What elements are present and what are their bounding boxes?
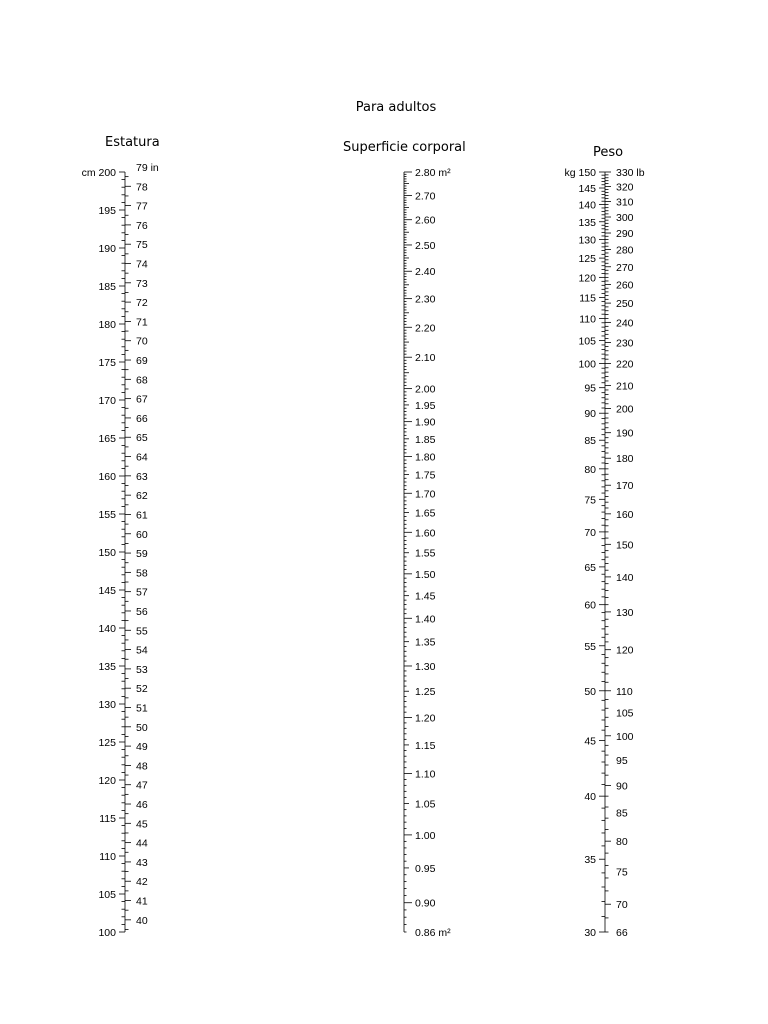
estatura-in-label: 60 [136, 528, 148, 541]
estatura-in-label: 61 [136, 509, 148, 522]
estatura-cm-label: 110 [99, 851, 116, 863]
peso-lb-label: 150 [616, 539, 634, 552]
peso-lb-label: 105 [616, 707, 634, 720]
superficie-label: 1.80 [415, 451, 436, 464]
estatura-in-label: 69 [136, 355, 148, 368]
peso-kg-label: 100 [578, 358, 596, 371]
estatura-cm-label: 175 [98, 357, 116, 369]
peso-kg-label: 70 [584, 526, 596, 539]
superficie-label: 1.55 [415, 547, 436, 560]
estatura-in-label: 43 [136, 856, 148, 869]
estatura-in-label: 63 [136, 470, 148, 483]
peso-kg-label: 135 [578, 216, 596, 229]
estatura-cm-label: 130 [98, 699, 116, 711]
estatura-in-label: 71 [136, 316, 148, 329]
estatura-scale [82, 162, 159, 939]
superficie-label: 1.10 [415, 768, 436, 781]
estatura-in-label: 77 [136, 200, 148, 213]
estatura-cm-label: 185 [98, 281, 116, 293]
peso-lb-label: 250 [616, 298, 634, 311]
estatura-cm-label: 120 [98, 775, 116, 787]
estatura-cm-label: 165 [98, 433, 116, 445]
peso-lb-label: 80 [616, 836, 628, 849]
estatura-in-label: 75 [136, 239, 148, 252]
peso-lb-label: 270 [616, 261, 634, 274]
peso-lb-label: 330 lb [616, 167, 645, 179]
peso-lb-label: 180 [616, 453, 634, 466]
peso-kg-label: 40 [584, 791, 596, 804]
superficie-label: 1.75 [415, 469, 436, 482]
peso-lb-label: 220 [616, 358, 634, 371]
peso-kg-label: 55 [584, 640, 596, 653]
estatura-in-label: 59 [136, 548, 148, 561]
peso-kg-label: kg 150 [564, 167, 596, 179]
superficie-label: 1.20 [415, 712, 436, 725]
estatura-in-label: 49 [136, 741, 148, 754]
peso-kg-label: 90 [584, 408, 596, 421]
peso-lb-label: 300 [616, 212, 634, 225]
superficie-label: 2.00 [415, 383, 436, 396]
superficie-label: 0.95 [415, 862, 436, 875]
estatura-cm-label: 180 [98, 319, 116, 331]
superficie-label: 1.70 [415, 488, 436, 501]
estatura-in-label: 48 [136, 760, 148, 773]
peso-kg-label: 130 [578, 234, 596, 247]
peso-lb-label: 290 [616, 228, 634, 241]
estatura-cm-label: 195 [98, 205, 116, 217]
superficie-title: Superficie corporal [343, 140, 466, 155]
estatura-cm-label: 190 [98, 243, 116, 255]
superficie-label: 1.45 [415, 590, 436, 603]
estatura-cm-label: 105 [98, 889, 116, 901]
peso-lb-label: 130 [616, 606, 634, 619]
estatura-in-label: 58 [136, 567, 148, 580]
peso-lb-label: 90 [616, 780, 628, 793]
estatura-cm-label: 140 [98, 623, 116, 635]
peso-kg-label: 125 [578, 253, 596, 266]
superficie-label: 2.80 m² [415, 167, 451, 179]
peso-kg-label: 45 [584, 735, 596, 748]
peso-kg-label: 95 [584, 382, 596, 395]
peso-lb-label: 320 [616, 181, 634, 194]
estatura-in-label: 57 [136, 586, 148, 599]
superficie-label: 1.50 [415, 568, 436, 581]
superficie-label: 0.90 [415, 897, 436, 910]
estatura-cm-label: 115 [99, 813, 116, 825]
estatura-in-label: 67 [136, 393, 148, 406]
peso-lb-label: 110 [616, 685, 633, 698]
peso-lb-label: 70 [616, 899, 628, 912]
peso-title: Peso [593, 145, 624, 160]
peso-lb-label: 310 [616, 196, 634, 209]
superficie-label: 1.30 [415, 660, 436, 673]
peso-lb-label: 210 [616, 380, 634, 393]
peso-scale [564, 167, 644, 939]
estatura-in-label: 56 [136, 605, 148, 618]
peso-lb-label: 200 [616, 403, 634, 416]
estatura-cm-label: 135 [98, 661, 116, 673]
peso-kg-label: 140 [578, 199, 596, 212]
estatura-in-label: 74 [136, 258, 148, 271]
peso-kg-label: 65 [584, 561, 596, 574]
peso-kg-label: 105 [578, 335, 596, 348]
peso-lb-label: 95 [616, 755, 628, 768]
superficie-label: 1.85 [415, 433, 436, 446]
peso-kg-label: 75 [584, 494, 596, 507]
peso-kg-label: 85 [584, 435, 596, 448]
estatura-in-label: 76 [136, 219, 148, 232]
estatura-in-label: 78 [136, 181, 148, 194]
superficie-label: 2.70 [415, 190, 436, 203]
estatura-in-label: 52 [136, 683, 148, 696]
estatura-in-label: 64 [136, 451, 148, 464]
peso-lb-label: 160 [616, 508, 634, 521]
estatura-in-label: 73 [136, 277, 148, 290]
superficie-label: 2.50 [415, 239, 436, 252]
estatura-cm-label: cm 200 [81, 167, 116, 179]
superficie-label: 2.10 [415, 352, 436, 365]
peso-kg-label: 120 [578, 272, 596, 285]
peso-lb-label: 140 [616, 571, 634, 584]
superficie-label: 1.40 [415, 613, 436, 626]
estatura-in-label: 42 [136, 876, 148, 889]
peso-lb-label: 260 [616, 279, 634, 292]
peso-kg-label: 30 [584, 927, 596, 939]
estatura-cm-label: 150 [98, 547, 116, 559]
peso-kg-label: 115 [579, 292, 596, 305]
estatura-cm-label: 125 [98, 737, 116, 749]
peso-lb-label: 100 [616, 730, 634, 743]
estatura-cm-label: 160 [98, 471, 116, 483]
superficie-label: 0.86 m² [415, 927, 451, 939]
estatura-cm-label: 100 [98, 927, 116, 939]
estatura-in-label: 79 in [136, 161, 159, 174]
estatura-in-label: 40 [136, 914, 148, 927]
peso-kg-label: 145 [578, 183, 596, 196]
peso-lb-label: 85 [616, 807, 628, 820]
estatura-in-label: 50 [136, 721, 148, 734]
superficie-label: 1.05 [415, 798, 436, 811]
superficie-label: 2.60 [415, 214, 436, 227]
peso-lb-label: 170 [616, 480, 634, 493]
page-title: Para adultos [355, 100, 437, 115]
superficie-label: 1.00 [415, 829, 436, 842]
superficie-label: 1.95 [415, 399, 436, 412]
peso-lb-label: 120 [616, 644, 634, 657]
estatura-cm-label: 170 [98, 395, 116, 407]
estatura-cm-label: 145 [98, 585, 116, 597]
estatura-in-label: 70 [136, 335, 148, 348]
superficie-label: 1.15 [415, 739, 436, 752]
superficie-label: 2.40 [415, 266, 436, 279]
peso-kg-label: 80 [584, 463, 596, 476]
superficie-label: 2.20 [415, 322, 436, 335]
estatura-title: Estatura [105, 135, 160, 150]
peso-lb-label: 230 [616, 337, 634, 350]
superficie-scale [404, 167, 451, 939]
estatura-in-label: 46 [136, 799, 148, 812]
estatura-in-label: 44 [136, 837, 148, 850]
estatura-in-label: 51 [136, 702, 148, 715]
peso-lb-label: 75 [616, 866, 628, 879]
superficie-label: 1.60 [415, 527, 436, 540]
peso-kg-label: 35 [584, 854, 596, 867]
peso-kg-label: 60 [584, 599, 596, 612]
superficie-label: 2.30 [415, 293, 436, 306]
superficie-label: 1.65 [415, 507, 436, 520]
peso-kg-label: 50 [584, 685, 596, 698]
estatura-in-label: 68 [136, 374, 148, 387]
estatura-in-label: 41 [136, 895, 148, 908]
superficie-label: 1.25 [415, 686, 436, 699]
superficie-label: 1.90 [415, 416, 436, 429]
estatura-in-label: 62 [136, 490, 148, 503]
peso-kg-label: 110 [579, 313, 596, 326]
peso-lb-label: 240 [616, 317, 634, 330]
estatura-in-label: 53 [136, 663, 148, 676]
peso-lb-label: 190 [616, 427, 634, 440]
estatura-in-label: 65 [136, 432, 148, 445]
estatura-in-label: 55 [136, 625, 148, 638]
peso-lb-label: 66 [616, 927, 628, 939]
estatura-in-label: 47 [136, 779, 148, 792]
estatura-in-label: 66 [136, 412, 148, 425]
estatura-in-label: 72 [136, 297, 148, 310]
estatura-cm-label: 155 [98, 509, 116, 521]
estatura-in-label: 45 [136, 818, 148, 831]
estatura-in-label: 54 [136, 644, 148, 657]
superficie-label: 1.35 [415, 636, 436, 649]
peso-lb-label: 280 [616, 244, 634, 257]
